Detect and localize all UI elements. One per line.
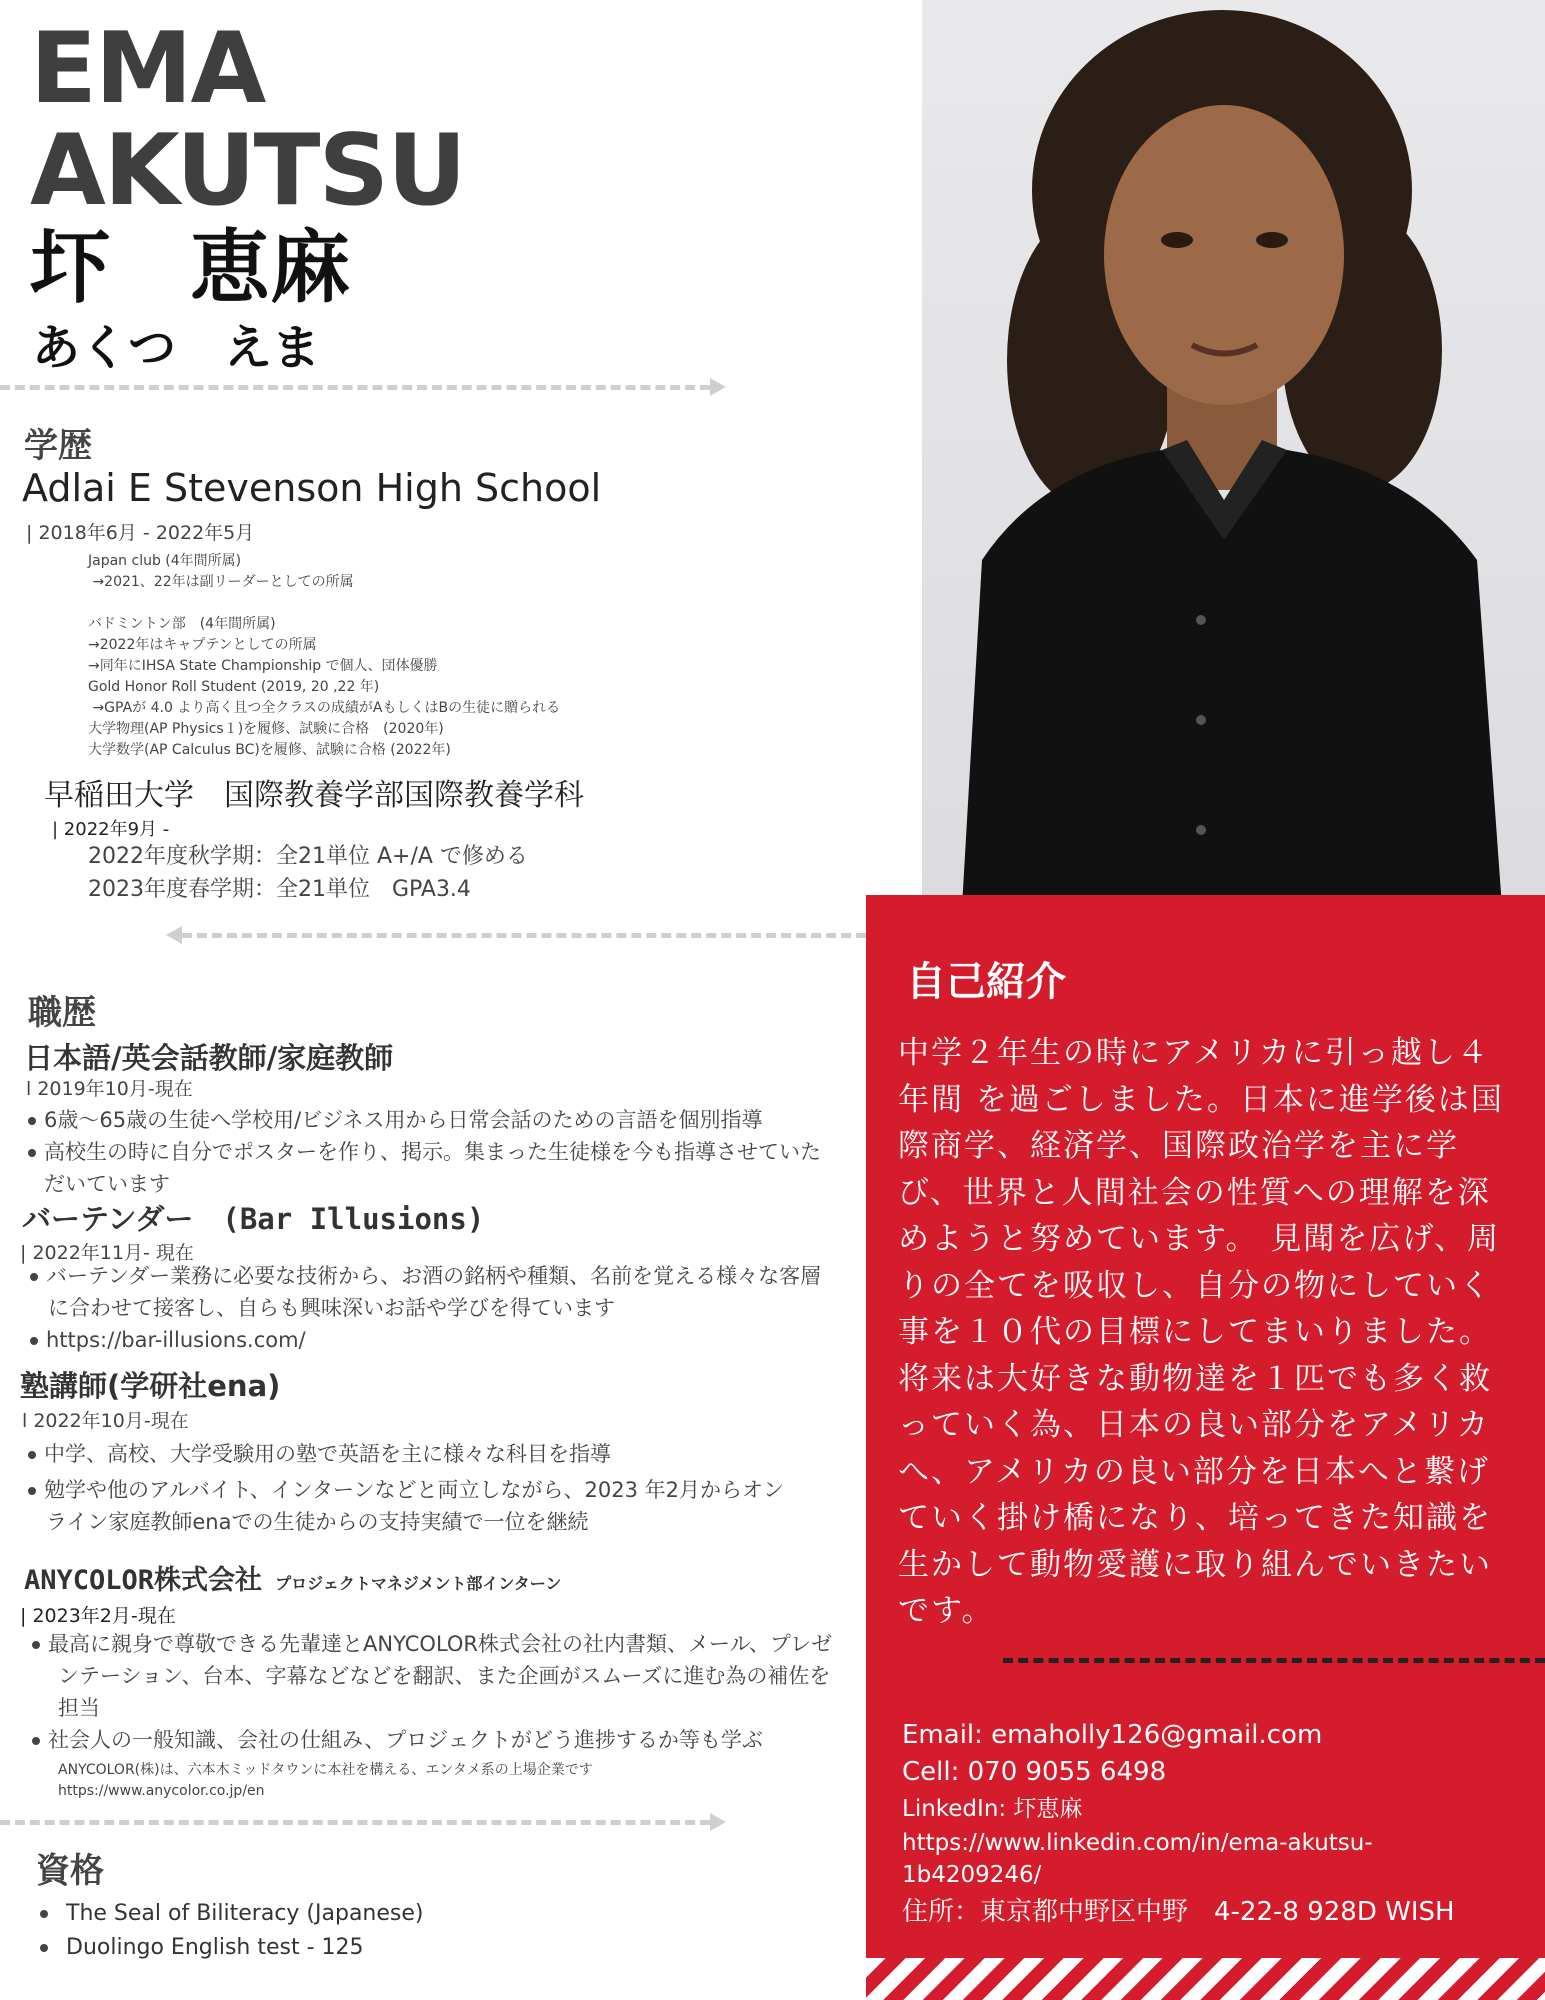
name-english bbox=[30, 12, 465, 228]
linkedin-url[interactable]: https://www.linkedin.com/in/ema-akutsu- 1b4209246/ bbox=[902, 1830, 1373, 1888]
arrow-right-icon bbox=[710, 378, 726, 396]
divider-arrow bbox=[0, 1820, 710, 1825]
arrow-right-icon bbox=[710, 1813, 726, 1831]
grade-line: 2022年度秋学期：全21単位 A+/A で修める bbox=[88, 844, 528, 869]
job-period: | 2023年2月-現在 bbox=[20, 1605, 176, 1627]
company-note: ANYCOLOR(株)は、六本木ミッドタウンに本社を構える、エンタメ系の上場企業です bbox=[58, 1762, 593, 1778]
intro-title: 自己紹介 bbox=[906, 959, 1066, 1005]
name-japanese: 圷 恵麻 bbox=[30, 221, 350, 314]
contact-cell: Cell: 070 9055 6498 bbox=[902, 1757, 1167, 1787]
striped-band bbox=[866, 1958, 1545, 2000]
contact-email[interactable]: Email: emaholly126@gmail.com bbox=[902, 1720, 1323, 1750]
list-item: The Seal of Biliteracy (Japanese) bbox=[40, 1897, 423, 1931]
university-name: 早稲田大学 国際教養学部国際教養学科 bbox=[44, 778, 584, 813]
list-item[interactable]: https://bar-illusions.com/ bbox=[30, 1324, 830, 1356]
list-item: Duolingo English test - 125 bbox=[40, 1931, 423, 1965]
job-bullets bbox=[28, 1104, 838, 1200]
detail-line: Japan club (4年間所属) bbox=[88, 553, 242, 569]
work-title: 職歴 bbox=[28, 993, 96, 1033]
job-subtitle: プロジェクトマネジメント部インターン bbox=[275, 1574, 562, 1593]
company-link[interactable]: https://www.anycolor.co.jp/en bbox=[58, 1783, 265, 1799]
university-details bbox=[88, 840, 528, 906]
arrow-left-icon bbox=[166, 926, 182, 944]
list-item: 6歳〜65歳の生徒へ学校用/ビジネス用から日常会話のための言語を個別指導 bbox=[28, 1104, 838, 1136]
job-period: l 2019年10月-現在 bbox=[26, 1078, 193, 1100]
portrait-illustration bbox=[922, 0, 1545, 907]
name-first: EMA bbox=[30, 12, 265, 126]
detail-line: 大学物理(AP Physics１)を履修、試験に合格 (2020年) bbox=[88, 721, 444, 737]
list-item: 中学、高校、大学受験用の塾で英語を主に様々な科目を指導 bbox=[28, 1438, 798, 1470]
detail-line: →GPAが 4.0 より高く且つ全クラスの成績がAもしくはBの生徒に贈られる bbox=[88, 700, 561, 716]
job-title: ANYCOLOR株式会社 bbox=[24, 1565, 263, 1596]
job-period: | 2022年11月- 現在 bbox=[20, 1242, 194, 1264]
divider-arrow bbox=[0, 385, 710, 390]
company-notes bbox=[58, 1760, 593, 1802]
university-period: | 2022年9月 - bbox=[52, 819, 170, 840]
divider-arrow bbox=[182, 933, 866, 938]
list-item: 社会人の一般知識、会社の仕組み、プロジェクトがどう進捗するか等も学ぶ bbox=[32, 1724, 862, 1756]
grade-line: 2023年度春学期：全21単位 GPA3.4 bbox=[88, 877, 471, 902]
job-title: 塾講師(学研社ena) bbox=[20, 1369, 281, 1403]
school-details bbox=[88, 551, 560, 761]
name-last: AKUTSU bbox=[30, 114, 465, 228]
job-bullets bbox=[32, 1628, 862, 1756]
school-name: Adlai E Stevenson High School bbox=[22, 466, 602, 510]
detail-line: バドミントン部 (4年間所属) bbox=[88, 616, 276, 632]
detail-line: Gold Honor Roll Student (2019, 20 ,22 年) bbox=[88, 679, 380, 695]
detail-line: 大学数学(AP Calculus BC)を履修、試験に合格 (2022年) bbox=[88, 742, 451, 758]
job-bullets bbox=[30, 1260, 830, 1356]
detail-line: →2021、22年は副リーダーとしての所属 bbox=[88, 574, 354, 590]
contact-block bbox=[902, 1718, 1522, 1930]
list-item: 高校生の時に自分でポスターを作り、掲示。集まった生徒様を今も指導させていただいています bbox=[28, 1136, 838, 1200]
divider-dashed bbox=[1003, 1658, 1545, 1663]
job-period: l 2022年10月-現在 bbox=[22, 1410, 189, 1432]
job-bullets bbox=[28, 1438, 798, 1538]
education-title: 学歴 bbox=[24, 426, 92, 466]
detail-line: →同年にIHSA State Championship で個人、団体優勝 bbox=[88, 658, 438, 674]
detail-line: →2022年はキャプテンとしての所属 bbox=[88, 637, 317, 653]
qualifications-title: 資格 bbox=[36, 1851, 104, 1891]
list-item: バーテンダー業務に必要な技術から、お酒の銘柄や種類、名前を覚える様々な客層に合わせて接客し、自らも興味深いお話や学びを得ています bbox=[30, 1260, 830, 1324]
job-title: バーテンダー (Bar Illusions) bbox=[22, 1202, 485, 1236]
qualifications-list bbox=[40, 1897, 423, 1965]
list-item: 最高に親身で尊敬できる先輩達とANYCOLOR株式会社の社内書類、メール、プレゼンテーション、台本、字幕などなどを翻訳、また企画がスムーズに進む為の補佐を担当 bbox=[32, 1628, 838, 1724]
intro-body: 中学２年生の時にアメリカに引っ越し４年間 を過ごしました。日本に進学後は国際商学、経済学、国際政治学を主に学び、世界と人間社会の性質への理解を深めようと努めています。 見聞を広げ、周りの全てを吸収し、自分の物にしていく事を１０代の目標にしてまいりました。将来は大好きな動物達を１匹でも多く救っていく為、日本の良い部分をアメリカへ、アメリカの良い部分を日本へと繋げていく掛け橋になり、培ってきた知識を生かして動物愛護に取り組んでいきたいです。 bbox=[898, 1035, 1504, 1629]
contact-linkedin: LinkedIn: 圷恵麻 bbox=[902, 1796, 1083, 1822]
list-item: 勉学や他のアルバイト、インターンなどと両立しながら、2023 年2月からオンライン家庭教師enaでの生徒からの支持実績で一位を継続 bbox=[28, 1474, 798, 1538]
contact-address: 住所：東京都中野区中野 4-22-8 928D WISH bbox=[902, 1897, 1455, 1927]
name-kana: あくつ えま bbox=[32, 320, 321, 376]
detail-line bbox=[88, 593, 560, 614]
school-period: | 2018年6月 - 2022年5月 bbox=[26, 522, 255, 544]
job-title: 日本語/英会話教師/家庭教師 bbox=[24, 1041, 394, 1075]
job-title-row bbox=[24, 1558, 561, 1597]
profile-photo bbox=[922, 0, 1545, 907]
